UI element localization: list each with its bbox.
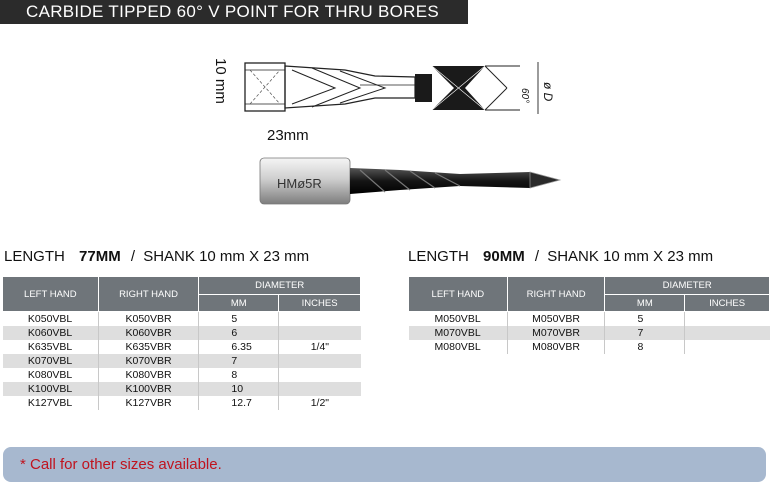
header-right-hand: RIGHT HAND	[507, 277, 605, 312]
spec-table-77mm	[2, 276, 361, 410]
table-row	[3, 312, 361, 327]
cell-left-hand: K050VBL	[3, 312, 99, 327]
header-diameter: DIAMETER	[199, 277, 361, 295]
spec-table-90mm	[408, 276, 770, 354]
cell-left-hand: M070VBL	[409, 326, 508, 340]
length-label: LENGTH	[408, 248, 469, 265]
header-inches: INCHES	[279, 295, 361, 312]
cell-left-hand: K070VBL	[3, 354, 99, 368]
cell-inches	[685, 340, 770, 354]
cell-right-hand: K100VBR	[98, 382, 199, 396]
cell-right-hand: K060VBR	[98, 326, 199, 340]
cell-left-hand: M080VBL	[409, 340, 508, 354]
shank-length-label: 23mm	[267, 127, 309, 144]
cell-inches	[279, 382, 361, 396]
table-row	[3, 340, 361, 354]
cell-right-hand: M080VBR	[507, 340, 605, 354]
shank-spec: SHANK 10 mm X 23 mm	[143, 248, 310, 265]
diameter-label: ø D	[541, 82, 555, 102]
cell-right-hand: K127VBR	[98, 396, 199, 410]
cell-right-hand: M050VBR	[507, 312, 605, 327]
cell-right-hand: K050VBR	[98, 312, 199, 327]
cell-left-hand: K100VBL	[3, 382, 99, 396]
table-row	[3, 354, 361, 368]
note-banner	[3, 447, 766, 482]
table-row	[409, 340, 770, 354]
cell-inches	[685, 326, 770, 340]
table-body	[409, 312, 770, 355]
cell-inches	[279, 354, 361, 368]
cell-left-hand: M050VBL	[409, 312, 508, 327]
cell-mm: 6	[199, 326, 279, 340]
cell-mm: 5	[199, 312, 279, 327]
note-text: * Call for other sizes available.	[20, 456, 222, 473]
cell-right-hand: K080VBR	[98, 368, 199, 382]
cell-left-hand: K635VBL	[3, 340, 99, 354]
table-body	[3, 312, 361, 411]
cell-inches: 1/2"	[310, 397, 330, 409]
angle-label: 60°	[519, 88, 530, 104]
shank-diameter-label: 10 mm	[212, 58, 229, 104]
length-label: LENGTH	[4, 248, 65, 265]
table-row	[409, 326, 770, 340]
cell-right-hand: K070VBR	[98, 354, 199, 368]
table-row	[3, 326, 361, 340]
cell-left-hand: K060VBL	[3, 326, 99, 340]
cell-mm: 12.7	[199, 396, 279, 410]
length-value: 77MM	[79, 248, 121, 265]
cell-mm: 7	[199, 354, 279, 368]
table-77mm-heading	[4, 248, 309, 265]
shank-marking: HMø5R	[277, 176, 322, 191]
table-90mm-heading	[408, 248, 713, 265]
cell-mm: 10	[199, 382, 279, 396]
table-row	[3, 382, 361, 396]
separator: /	[130, 248, 136, 265]
cell-inches	[685, 312, 770, 327]
cell-mm: 5	[605, 312, 685, 327]
page-title: CARBIDE TIPPED 60° V POINT FOR THRU BORES	[0, 0, 468, 24]
header-right-hand: RIGHT HAND	[98, 277, 199, 312]
header-left-hand: LEFT HAND	[3, 277, 99, 312]
cell-right-hand: M070VBR	[507, 326, 605, 340]
cell-mm: 8	[605, 340, 685, 354]
drill-bit-figure	[200, 40, 570, 220]
cell-left-hand: K080VBL	[3, 368, 99, 382]
table-row	[409, 312, 770, 327]
header-mm: MM	[605, 295, 685, 312]
cell-left-hand: K127VBL	[3, 396, 99, 410]
cell-right-hand: K635VBR	[98, 340, 199, 354]
cell-mm: 6.35	[199, 340, 279, 354]
header-mm: MM	[199, 295, 279, 312]
header-diameter: DIAMETER	[605, 277, 770, 295]
table-row	[3, 396, 361, 410]
header-left-hand: LEFT HAND	[409, 277, 508, 312]
length-value: 90MM	[483, 248, 525, 265]
shank-spec: SHANK 10 mm X 23 mm	[547, 248, 714, 265]
header-inches: INCHES	[685, 295, 770, 312]
cell-inches	[279, 368, 361, 382]
separator: /	[534, 248, 540, 265]
cell-mm: 7	[605, 326, 685, 340]
cell-inches: 1/4"	[310, 341, 330, 353]
cell-mm: 8	[199, 368, 279, 382]
cell-inches	[279, 326, 361, 340]
table-row	[3, 368, 361, 382]
cell-inches	[279, 312, 361, 327]
